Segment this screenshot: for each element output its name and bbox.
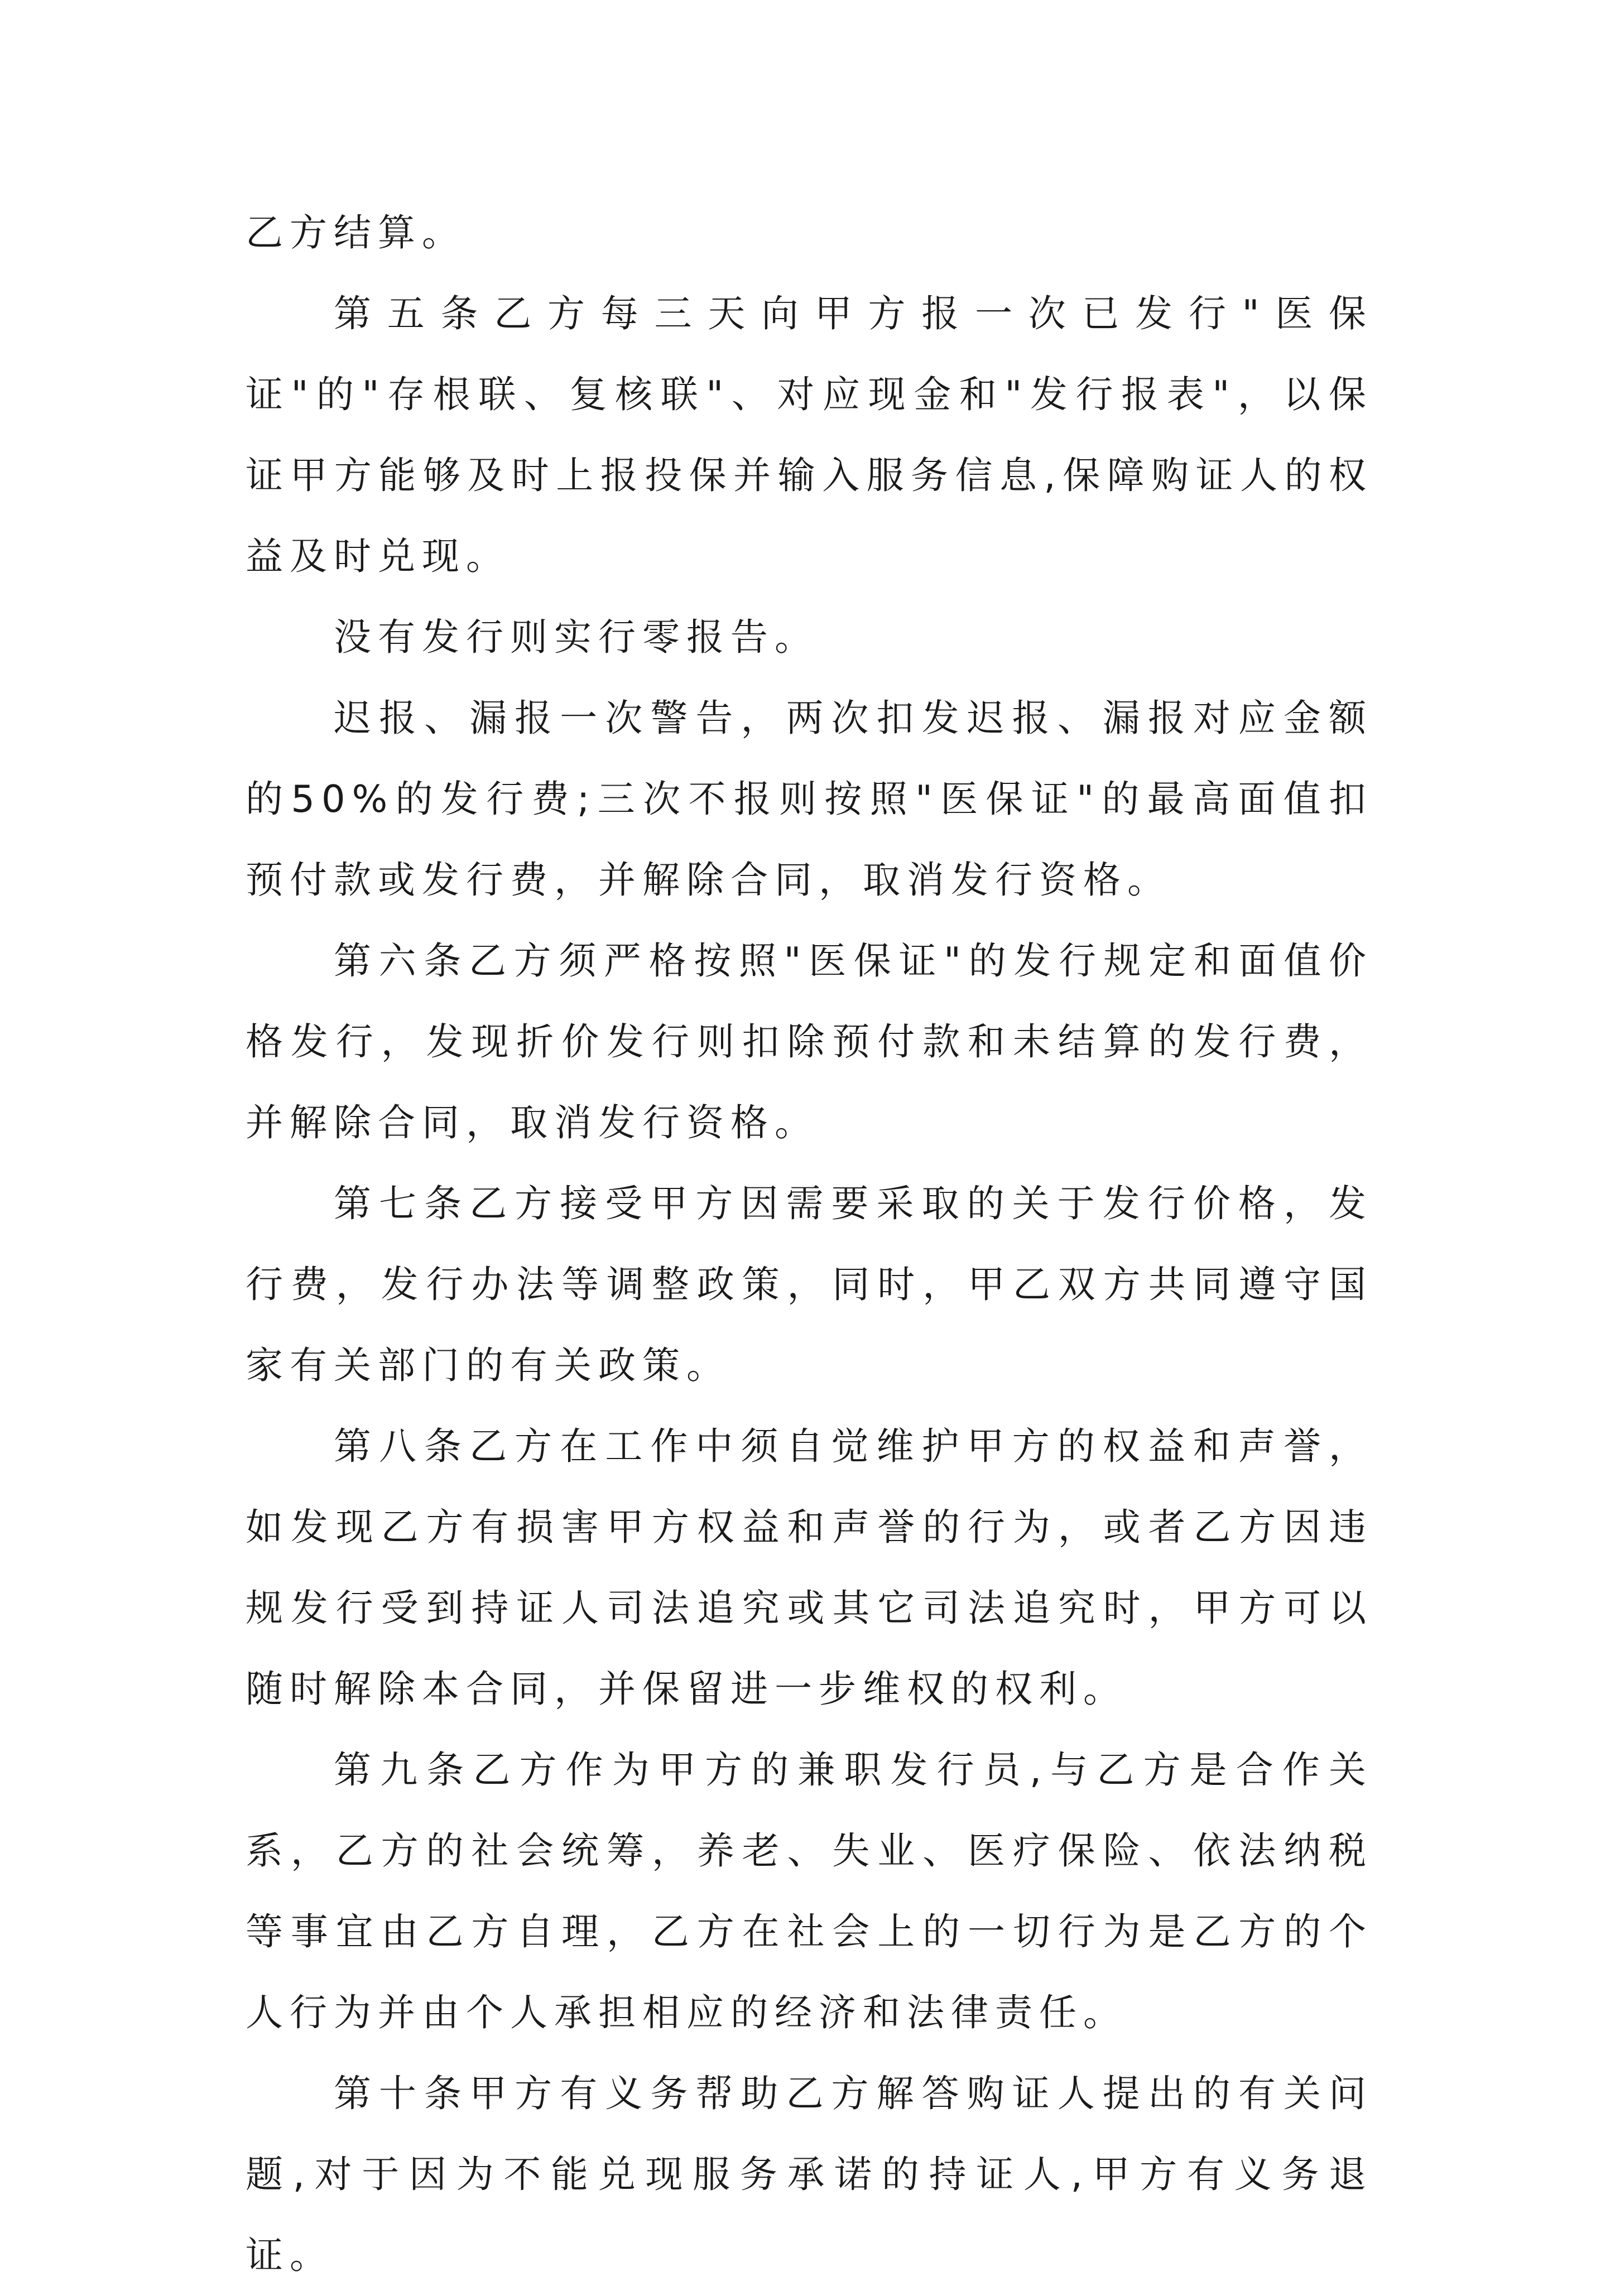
paragraph-article-9: 第九条乙方作为甲方的兼职发行员,与乙方是合作关系，乙方的社会统筹，养老、失业、医疗保险、依法纳税等事宜由乙方自理，乙方在社会上的一切行为是乙方的个人行为并由个人承担相应的经济和法律责任。 bbox=[246, 1748, 1373, 2034]
paragraph-article-6: 第六条乙方须严格按照"医保证"的发行规定和面值价格发行，发现折价发行则扣除预付款和未结算的发行费，并解除合同，取消发行资格。 bbox=[246, 939, 1373, 1144]
paragraph-article-7: 第七条乙方接受甲方因需要采取的关于发行价格，发行费，发行办法等调整政策，同时，甲乙双方共同遵守国家有关部门的有关政策。 bbox=[246, 1182, 1373, 1387]
paragraph-zero-report: 没有发行则实行零报告。 bbox=[334, 615, 819, 659]
paragraph-article-10: 第十条甲方有义务帮助乙方解答购证人提出的有关问题,对于因为不能兑现服务承诺的持证人,甲方有义务退证。 bbox=[246, 2072, 1373, 2277]
paragraph-settlement-continuation: 乙方结算。 bbox=[246, 211, 466, 254]
paragraph-late-report-penalty: 迟报、漏报一次警告，两次扣发迟报、漏报对应金额的50%的发行费;三次不报则按照"医保证"的最高面值扣预付款或发行费，并解除合同，取消发行资格。 bbox=[246, 696, 1373, 902]
document-body bbox=[246, 192, 1373, 2296]
paragraph-article-5: 第五条乙方每三天向甲方报一次已发行"医保证"的"存根联、复核联"、对应现金和"发行报表"，以保证甲方能够及时上报投保并输入服务信息,保障购证人的权益及时兑现。 bbox=[246, 292, 1373, 578]
paragraph-article-8: 第八条乙方在工作中须自觉维护甲方的权益和声誉，如发现乙方有损害甲方权益和声誉的行为，或者乙方因违规发行受到持证人司法追究或其它司法追究时，甲方可以随时解除本合同，并保留进一步维权的权利。 bbox=[246, 1424, 1373, 1711]
